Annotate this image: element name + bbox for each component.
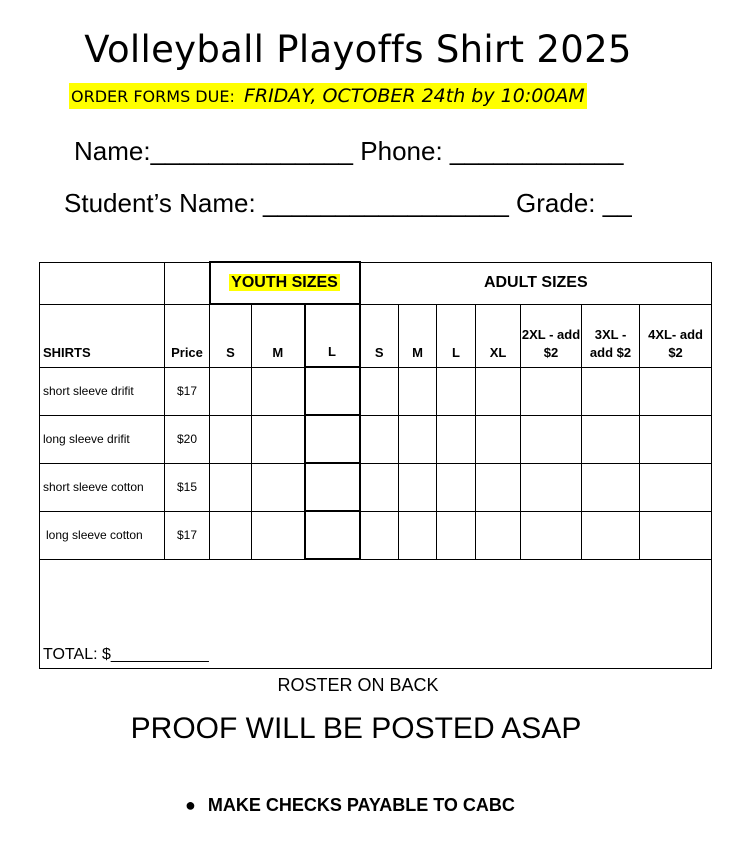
- qty-cell[interactable]: [476, 463, 521, 511]
- qty-cell[interactable]: [399, 415, 437, 463]
- qty-cell[interactable]: [521, 415, 582, 463]
- qty-cell[interactable]: [210, 415, 252, 463]
- table-row: [40, 463, 712, 511]
- qty-cell[interactable]: [476, 415, 521, 463]
- qty-cell[interactable]: [210, 367, 252, 415]
- qty-cell[interactable]: [305, 511, 360, 559]
- price-header: Price: [165, 304, 210, 367]
- shirts-header: SHIRTS: [40, 304, 165, 367]
- qty-cell[interactable]: [252, 415, 305, 463]
- table-row: [40, 415, 712, 463]
- name-label: Name:: [74, 136, 151, 166]
- youth-size-s-header: S: [210, 304, 252, 367]
- bullet-icon: ●: [185, 795, 196, 815]
- qty-cell[interactable]: [582, 463, 640, 511]
- adult-size-4xl-header: 4XL- add $2: [640, 304, 712, 367]
- adult-sizes-header: ADULT SIZES: [360, 262, 712, 304]
- qty-cell[interactable]: [521, 511, 582, 559]
- shirt-price: $15: [165, 463, 210, 511]
- qty-cell[interactable]: [476, 367, 521, 415]
- adult-size-m-header: M: [399, 304, 437, 367]
- qty-cell[interactable]: [521, 463, 582, 511]
- name-field[interactable]: ______________: [150, 136, 354, 166]
- qty-cell[interactable]: [437, 367, 476, 415]
- qty-cell[interactable]: [640, 415, 712, 463]
- qty-cell[interactable]: [360, 463, 399, 511]
- qty-cell[interactable]: [210, 511, 252, 559]
- qty-cell[interactable]: [360, 415, 399, 463]
- qty-cell[interactable]: [582, 511, 640, 559]
- qty-cell[interactable]: [521, 367, 582, 415]
- adult-size-s-header: S: [360, 304, 399, 367]
- qty-cell[interactable]: [360, 367, 399, 415]
- qty-cell[interactable]: [305, 415, 360, 463]
- due-value: FRIDAY, OCTOBER 24th by 10:00AM: [243, 85, 585, 107]
- shirt-price: $20: [165, 415, 210, 463]
- table-row: [40, 511, 712, 559]
- proof-note: PROOF WILL BE POSTED ASAP: [130, 712, 582, 745]
- shirt-name: short sleeve cotton: [40, 463, 165, 511]
- shirt-price: $17: [165, 511, 210, 559]
- qty-cell[interactable]: [640, 511, 712, 559]
- blank-cell: [40, 262, 165, 304]
- due-date-banner: [69, 83, 587, 109]
- qty-cell[interactable]: [437, 511, 476, 559]
- youth-sizes-header: YOUTH SIZES: [210, 262, 360, 304]
- shirt-name: short sleeve drifit: [40, 367, 165, 415]
- youth-size-m-header: M: [252, 304, 305, 367]
- total-label: TOTAL: $: [43, 646, 111, 663]
- qty-cell[interactable]: [305, 367, 360, 415]
- adult-size-xl-header: XL: [476, 304, 521, 367]
- due-label: ORDER FORMS DUE:: [71, 87, 235, 106]
- qty-cell[interactable]: [252, 463, 305, 511]
- phone-label: Phone:: [360, 136, 443, 166]
- adult-size-l-header: L: [437, 304, 476, 367]
- qty-cell[interactable]: [640, 463, 712, 511]
- checks-note: [185, 795, 515, 816]
- qty-cell[interactable]: [640, 367, 712, 415]
- table-column-header-row: [40, 304, 712, 367]
- student-name-label: Student’s Name:: [64, 188, 256, 218]
- table-top-header-row: [40, 262, 712, 304]
- qty-cell[interactable]: [437, 415, 476, 463]
- checks-text: MAKE CHECKS PAYABLE TO CABC: [207, 795, 515, 815]
- qty-cell[interactable]: [437, 463, 476, 511]
- qty-cell[interactable]: [305, 463, 360, 511]
- qty-cell[interactable]: [399, 367, 437, 415]
- adult-size-2xl-header: 2XL - add $2: [521, 304, 582, 367]
- adult-size-3xl-header: 3XL - add $2: [582, 304, 640, 367]
- form-title: Volleyball Playoffs Shirt 2025: [84, 28, 632, 71]
- order-table: [39, 261, 712, 669]
- grade-label: Grade:: [516, 188, 596, 218]
- qty-cell[interactable]: [399, 463, 437, 511]
- qty-cell[interactable]: [252, 511, 305, 559]
- qty-cell[interactable]: [582, 367, 640, 415]
- qty-cell[interactable]: [252, 367, 305, 415]
- qty-cell[interactable]: [360, 511, 399, 559]
- grade-field[interactable]: __: [602, 188, 632, 218]
- qty-cell[interactable]: [476, 511, 521, 559]
- phone-field[interactable]: ____________: [449, 136, 624, 166]
- qty-cell[interactable]: [210, 463, 252, 511]
- blank-cell: [165, 262, 210, 304]
- total-row: [40, 559, 712, 669]
- shirt-name: long sleeve drifit: [40, 415, 165, 463]
- shirt-price: $17: [165, 367, 210, 415]
- shirt-name: long sleeve cotton: [40, 511, 165, 559]
- total-cell: [40, 559, 712, 669]
- student-line: [64, 188, 632, 219]
- youth-size-l-header: L: [305, 304, 360, 367]
- table-row: [40, 367, 712, 415]
- contact-line: [74, 136, 623, 167]
- total-field[interactable]: ___________: [110, 646, 209, 663]
- qty-cell[interactable]: [582, 415, 640, 463]
- roster-note: ROSTER ON BACK: [277, 675, 439, 695]
- student-name-field[interactable]: _________________: [262, 188, 509, 218]
- qty-cell[interactable]: [399, 511, 437, 559]
